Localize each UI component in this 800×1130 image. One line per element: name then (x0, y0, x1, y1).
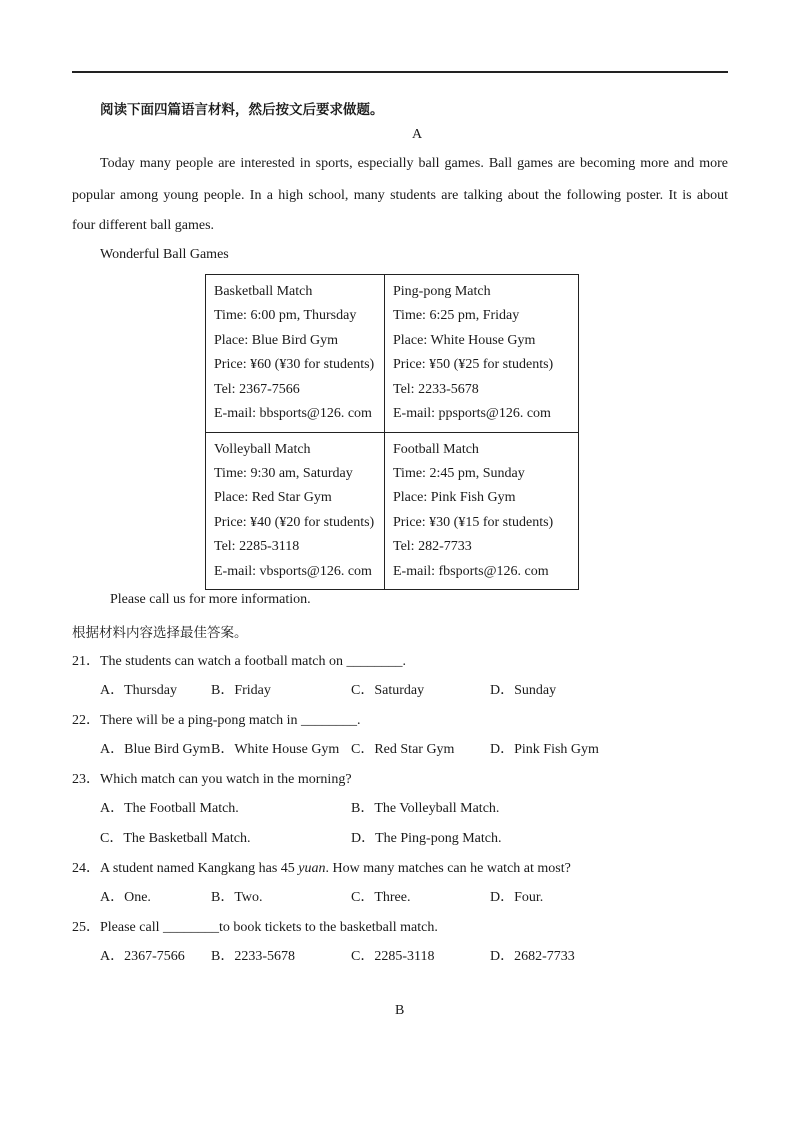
question-23: 23．Which match can you watch in the morning? (72, 772, 352, 787)
q23-option-d: D．The Ping-pong Match. (351, 831, 502, 846)
q25-option-c: C．2285-3118 (351, 949, 435, 964)
football-cell (385, 432, 579, 590)
choose-instruction: 根据材料内容选择最佳答案。 (72, 625, 248, 641)
volleyball-name: Volleyball Match (214, 441, 311, 457)
q21-option-a: A．Thursday (100, 683, 177, 698)
q22-option-d: D．Pink Fish Gym (490, 742, 599, 757)
basketball-cell (206, 275, 385, 433)
poster-title: Wonderful Ball Games (100, 247, 229, 262)
instruction: 阅读下面四篇语言材料，然后按文后要求做题。 (100, 102, 384, 118)
basketball-tel: Tel: 2367-7566 (214, 381, 300, 397)
question-21: 21．The students can watch a football match on ________. (72, 654, 406, 669)
volleyball-price: Price: ¥40 (¥20 for students) (214, 514, 375, 530)
football-price: Price: ¥30 (¥15 for students) (393, 514, 554, 530)
passage-line-2: popular among young people. In a high school, many students are talking about the following poster. It is about (72, 188, 728, 203)
q25-option-d: D．2682-7733 (490, 949, 575, 964)
q24-option-d: D．Four. (490, 890, 544, 905)
section-a-label: A (412, 127, 423, 142)
volleyball-place: Place: Red Star Gym (214, 490, 332, 506)
football-place: Place: Pink Fish Gym (393, 490, 516, 506)
q25-option-b: B．2233-5678 (211, 949, 295, 964)
pingpong-price: Price: ¥50 (¥25 for students) (393, 357, 554, 373)
pingpong-time: Time: 6:25 pm, Friday (393, 308, 520, 324)
pingpong-place: Place: White House Gym (393, 332, 536, 348)
volleyball-email: E-mail: vbsports@126. com (214, 563, 372, 579)
volleyball-tel: Tel: 2285-3118 (214, 539, 300, 555)
question-22: 22．There will be a ping-pong match in ________. (72, 713, 361, 728)
q22-option-b: B．White House Gym (211, 742, 340, 757)
q21-option-c: C．Saturday (351, 683, 425, 698)
pingpong-cell (385, 275, 579, 433)
q22-option-c: C．Red Star Gym (351, 742, 455, 757)
passage-line-3: four different ball games. (72, 218, 215, 233)
q23-option-a: A．The Football Match. (100, 801, 239, 816)
football-email: E-mail: fbsports@126. com (393, 563, 549, 579)
q23-option-b: B．The Volleyball Match. (351, 801, 500, 816)
basketball-time: Time: 6:00 pm, Thursday (214, 308, 357, 324)
q24-option-b: B．Two. (211, 890, 263, 905)
q25-option-a: A．2367-7566 (100, 949, 185, 964)
yuan-italic: yuan (298, 861, 326, 876)
poster-footer: Please call us for more information. (110, 592, 311, 607)
football-name: Football Match (393, 441, 479, 457)
basketball-place: Place: Blue Bird Gym (214, 332, 339, 348)
q23-option-c: C．The Basketball Match. (100, 831, 251, 846)
volleyball-cell (206, 432, 385, 590)
poster-table (205, 274, 579, 590)
basketball-email: E-mail: bbsports@126. com (214, 406, 372, 422)
football-time: Time: 2:45 pm, Sunday (393, 465, 525, 481)
pingpong-email: E-mail: ppsports@126. com (393, 406, 551, 422)
passage-line-1: Today many people are interested in sports, especially ball games. Ball games are becoming more and more (100, 156, 728, 171)
pingpong-name: Ping-pong Match (393, 284, 491, 299)
q22-option-a: A．Blue Bird Gym (100, 742, 211, 757)
question-24: 24．A student named Kangkang has 45 yuan. How many matches can he watch at most? (72, 861, 571, 876)
basketball-name: Basketball Match (214, 284, 313, 299)
question-25: 25．Please call ________to book tickets to the basketball match. (72, 920, 438, 935)
header-rule (72, 71, 728, 73)
volleyball-time: Time: 9:30 am, Saturday (214, 465, 353, 481)
basketball-price: Price: ¥60 (¥30 for students) (214, 357, 375, 373)
pingpong-tel: Tel: 2233-5678 (393, 381, 479, 397)
football-tel: Tel: 282-7733 (393, 539, 472, 555)
q21-option-b: B．Friday (211, 683, 271, 698)
q24-option-a: A．One. (100, 890, 151, 905)
section-b-label: B (395, 1003, 405, 1018)
q21-option-d: D．Sunday (490, 683, 557, 698)
q24-option-c: C．Three. (351, 890, 411, 905)
